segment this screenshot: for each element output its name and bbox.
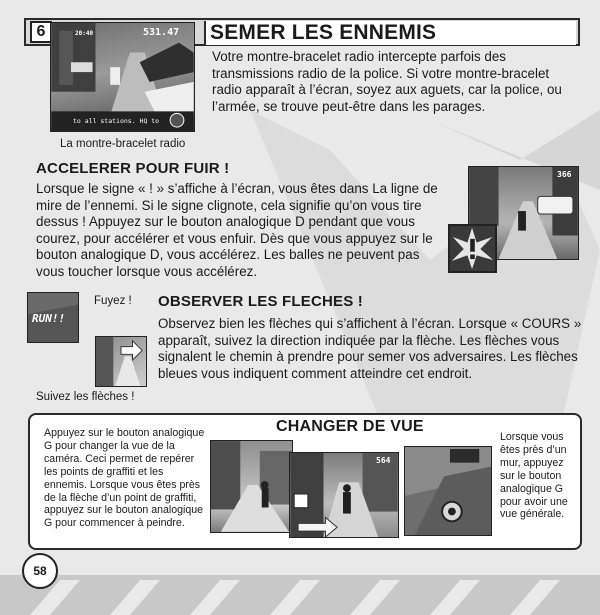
run-text: RUN!! — [32, 312, 66, 325]
warning-burst-icon — [450, 226, 495, 271]
intro-paragraph: Votre montre-bracelet radio intercepte parfois des transmissions radio de la police. Si votre montre-bracelet radio apparaît à l’écran, soyez aux aguets, car la police, ou l’armée, se trouve peut-être dans les parages. — [212, 49, 562, 114]
page-title: SEMER LES ENNEMIS — [210, 21, 437, 44]
heading-accelerer: ACCELERER POUR FUIR ! — [36, 160, 230, 177]
screenshot-arrows — [95, 336, 147, 387]
heading-observer: OBSERVER LES FLECHES ! — [158, 293, 363, 310]
paragraph-accelerer: Lorsque le signe « ! » s’affiche à l’écran, vous êtes dans La ligne de mire de l’ennemi. Si le signe clignote, cela signifie qu’on vous tire dessus ! Appuyez sur le bouton analogique D pendant que vous courez, pour accélérer et vous enfuir. Dès que vous appuyez sur le bouton analogique D, vous accélérez. Les balles ne peuvent pas vous toucher lorsque vous accélérez. — [36, 181, 438, 279]
hud-counter-2: 564 — [376, 456, 391, 465]
caption-fuyez: Fuyez ! — [94, 295, 132, 307]
hud-time: 20:40 — [75, 30, 94, 37]
overview-scene — [405, 447, 491, 535]
paragraph-observer: Observez bien les flèches qui s’affichent à l’écran. Lorsque « COURS » apparaît, suivez la direction indiquée par la flèche. Les flèches vous signalent le chemin à prendre pour semer vos adversaires. Les flèches bleues vous indiquent comment atteindre cet endroit. — [158, 316, 582, 381]
hud-score: 531.47 — [143, 27, 180, 38]
camera-scene-1 — [211, 441, 292, 532]
caption-radio-watch: La montre-bracelet radio — [60, 138, 186, 150]
screenshot-run — [27, 292, 79, 343]
heading-changer: CHANGER DE VUE — [276, 418, 424, 435]
hud-counter: 366 — [557, 170, 572, 179]
paragraph-changer-left: Appuyez sur le bouton analogique G pour changer la vue de la caméra. Ceci permet de repérer les points de graffiti et les ennemis. Lorsque vous êtes près de la flèche d’un point de graffiti, appuyez sur le bouton analogique G pour commencer à peindre. — [44, 427, 205, 530]
screenshot-camera-1 — [210, 440, 293, 533]
screenshot-overview — [404, 446, 492, 536]
paragraph-changer-right: Lorsque vous êtes près d’un mur, appuyez sur le bouton analogique G pour avoir une vue générale. — [500, 431, 568, 521]
screenshot-camera-2 — [289, 452, 399, 538]
section-number: 6 — [36, 23, 46, 40]
page-number: 58 — [33, 564, 47, 578]
caption-suivez: Suivez les flèches ! — [36, 391, 135, 403]
arrow-scene-drawing — [96, 337, 146, 386]
camera-scene-2 — [290, 453, 398, 537]
warning-inset — [448, 224, 497, 273]
screenshot-radio-watch — [50, 22, 195, 132]
scene-drawing — [51, 23, 194, 131]
page-number-badge — [22, 553, 58, 589]
section-number-box — [30, 21, 52, 43]
radio-transmission-text: to all stations. HQ to — [73, 117, 160, 125]
